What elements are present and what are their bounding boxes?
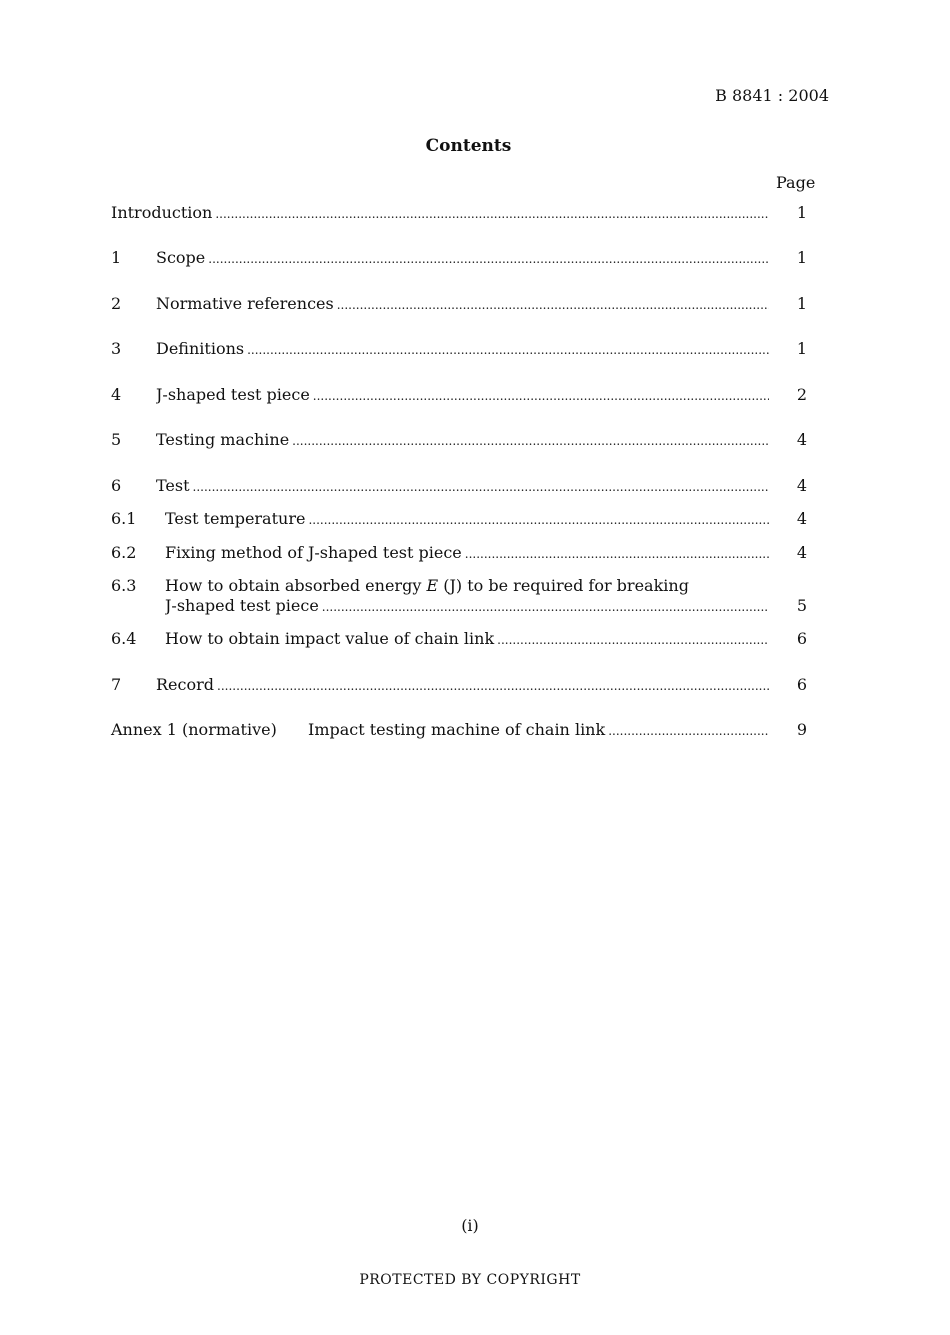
toc-entry-number: 6.3 (111, 576, 137, 595)
toc-entry-page: 2 (796, 385, 808, 404)
toc-entry-annex-1[interactable] (111, 720, 809, 744)
toc-entry-number: 3 (111, 339, 122, 358)
toc-entry-page: 9 (796, 720, 808, 739)
toc-entry-page: 5 (796, 596, 808, 615)
toc-entry-page: 1 (796, 203, 808, 222)
toc-entry-number: 2 (111, 294, 122, 313)
toc-entry-absorbed-energy[interactable] (111, 576, 809, 620)
toc-entry-scope[interactable] (111, 248, 809, 272)
dot-leader (497, 630, 769, 649)
toc-entry-label: Record (156, 675, 214, 694)
toc-entry-normative-references[interactable] (111, 294, 809, 318)
toc-entry-fixing-method[interactable] (111, 543, 809, 567)
toc-entry-label-pre: How to obtain absorbed energy (165, 576, 422, 595)
page-title: Contents (425, 136, 512, 156)
energy-symbol: E (426, 576, 439, 595)
toc-entry-page: 4 (796, 476, 808, 495)
toc-entry-label (165, 576, 689, 596)
toc-entry-page: 4 (796, 543, 808, 562)
toc-entry-label: Introduction (111, 203, 213, 222)
dot-leader (337, 295, 769, 314)
dot-leader (247, 340, 769, 359)
toc-entry-page: 6 (796, 629, 808, 648)
toc-entry-label: Fixing method of J-shaped test piece (165, 543, 462, 562)
copyright-notice: PROTECTED BY COPYRIGHT (359, 1272, 581, 1288)
toc-entry-number: 6.4 (111, 629, 137, 648)
dot-leader (208, 249, 769, 268)
toc-entry-introduction[interactable] (111, 203, 809, 227)
dot-leader (465, 544, 769, 563)
toc-entry-record[interactable] (111, 675, 809, 699)
toc-entry-label: Impact testing machine of chain link (308, 720, 606, 739)
toc-entry-label: How to obtain impact value of chain link (165, 629, 495, 648)
toc-entry-page: 6 (796, 675, 808, 694)
toc-entry-test-temperature[interactable] (111, 509, 809, 533)
toc-entry-number: 6.2 (111, 543, 137, 562)
toc-entry-label: Definitions (156, 339, 245, 358)
dot-leader (217, 676, 769, 695)
toc-entry-page: 1 (796, 339, 808, 358)
toc-entry-label: Test temperature (165, 509, 306, 528)
page-column-heading: Page (776, 173, 816, 192)
toc-entry-number: 5 (111, 430, 122, 449)
toc-entry-label: Testing machine (156, 430, 290, 449)
toc-entry-label: Scope (156, 248, 206, 267)
document-id: B 8841 : 2004 (715, 86, 829, 105)
toc-entry-label-post: (J) to be required for breaking (443, 576, 689, 595)
toc-entry-number: 4 (111, 385, 122, 404)
dot-leader (322, 597, 769, 616)
toc-entry-page: 4 (796, 430, 808, 449)
toc-entry-page: 4 (796, 509, 808, 528)
dot-leader (292, 431, 769, 450)
toc-entry-test[interactable] (111, 476, 809, 500)
toc-entry-number: Annex 1 (normative) (111, 720, 277, 739)
toc-entry-page: 1 (796, 294, 808, 313)
toc-entry-page: 1 (796, 248, 808, 267)
toc-entry-number: 7 (111, 675, 122, 694)
toc-entry-label: Normative references (156, 294, 334, 313)
toc-entry-number: 6 (111, 476, 122, 495)
footer-page-number: (i) (461, 1216, 479, 1235)
toc-entry-label: Test (156, 476, 190, 495)
dot-leader (608, 721, 769, 740)
toc-entry-number: 6.1 (111, 509, 137, 528)
toc-entry-testing-machine[interactable] (111, 430, 809, 454)
toc-entry-label-continued: J-shaped test piece (165, 596, 319, 615)
toc-entry-number: 1 (111, 248, 122, 267)
dot-leader (193, 477, 769, 496)
toc-entry-definitions[interactable] (111, 339, 809, 363)
toc-entry-impact-value[interactable] (111, 629, 809, 653)
dot-leader (308, 510, 769, 529)
toc-entry-j-shaped-test-piece[interactable] (111, 385, 809, 409)
toc-entry-label: J-shaped test piece (156, 385, 310, 404)
dot-leader (313, 386, 769, 405)
dot-leader (215, 204, 769, 223)
